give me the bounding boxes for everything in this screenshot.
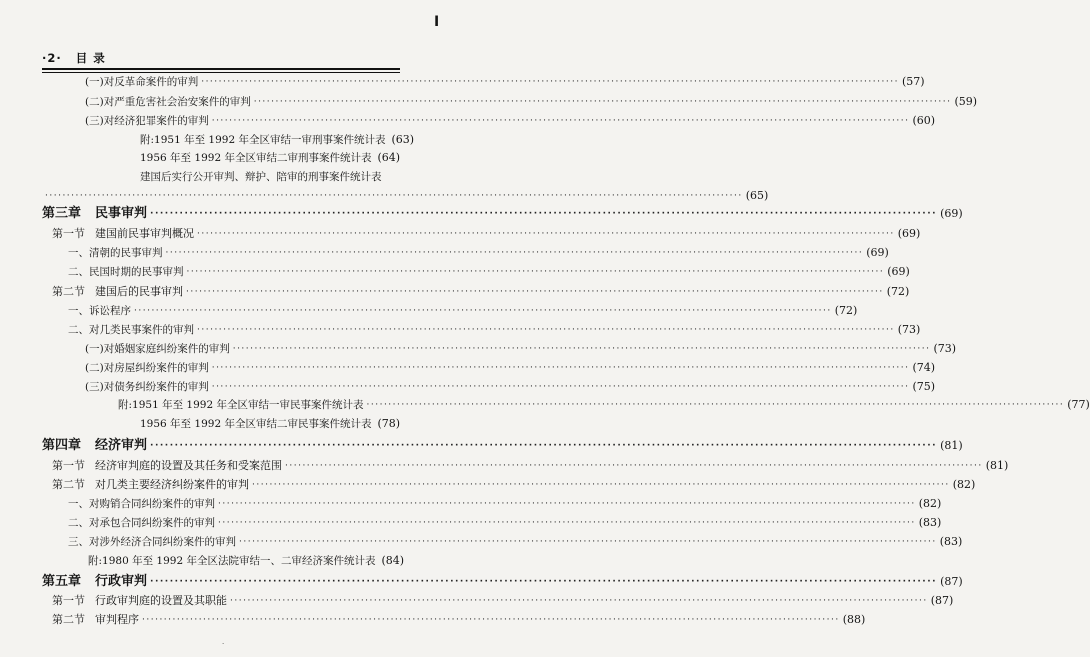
toc-text: 行政审判庭的设置及其职能 — [95, 594, 227, 607]
leader-dots: ································································································································································ — [45, 191, 743, 201]
toc-page-number: (78) — [377, 417, 401, 430]
toc-text: (二)对严重危害社会治安案件的审判 — [85, 96, 251, 108]
toc-page-number: (57) — [901, 75, 925, 88]
toc-title — [140, 414, 371, 434]
toc-number: 第一节 — [52, 594, 85, 607]
toc-number: 第三章 — [42, 206, 82, 221]
toc-text: 审判程序 — [95, 613, 139, 626]
toc-page-number: (69) — [897, 227, 921, 240]
toc-text: 三、对涉外经济合同纠纷案件的审判 — [68, 536, 236, 548]
toc-text: 一、清朝的民事审判 — [68, 247, 163, 259]
leader-dots: ································································································································································ — [211, 116, 910, 126]
leader-dots: ································································································································································ — [197, 229, 895, 239]
toc-title — [68, 494, 215, 514]
leader-dots: ································································································································································ — [150, 577, 938, 587]
toc-text: 一、诉讼程序 — [68, 305, 131, 317]
leader-dots: ································································································································································ — [197, 325, 895, 335]
toc-title — [68, 243, 163, 263]
toc-dots-row — [42, 186, 769, 206]
toc-title — [52, 475, 249, 495]
toc-title — [68, 532, 236, 552]
toc-title — [42, 572, 147, 592]
toc-text: 对几类主要经济纠纷案件的审判 — [95, 478, 249, 491]
toc-page-number: (83) — [918, 516, 942, 529]
toc-chapter-row — [42, 436, 963, 456]
toc-chapter-row — [42, 572, 963, 592]
leader-dots: ································································································································································ — [150, 209, 938, 219]
toc-title — [68, 320, 194, 340]
toc-title — [85, 92, 251, 112]
toc-title — [85, 111, 209, 131]
toc-appendix-row — [140, 167, 398, 187]
toc-text: 附:1980 年至 1992 年全区法院审结一、二审经济案件统计表 — [88, 555, 376, 567]
toc-title — [52, 591, 227, 611]
toc-sub-row — [88, 551, 405, 571]
toc-page-number: (83) — [939, 535, 963, 548]
toc-title — [140, 167, 382, 187]
toc-title — [68, 301, 131, 321]
toc-text: 二、对承包合同纠纷案件的审判 — [68, 517, 215, 529]
toc-title — [42, 436, 147, 456]
leader-dots: ································································································································································ — [366, 400, 1065, 410]
scan-speck: · — [222, 640, 225, 648]
toc-appendix-row — [118, 395, 1090, 415]
toc-page-number: (59) — [954, 95, 978, 108]
toc-page-number: (65) — [745, 189, 769, 202]
toc-section-row — [52, 224, 921, 244]
toc-number: 第二节 — [52, 613, 85, 626]
toc-appendix-row — [140, 148, 401, 168]
toc-item-row — [85, 358, 936, 378]
toc-number: 第二节 — [52, 285, 85, 298]
toc-page-number: (72) — [886, 285, 910, 298]
leader-dots: ································································································································································ — [239, 537, 937, 547]
toc-title — [85, 72, 198, 92]
toc-text: 一、对购销合同纠纷案件的审判 — [68, 498, 215, 510]
toc-title — [52, 282, 183, 302]
toc-page-number: (84) — [381, 554, 405, 567]
toc-text: 经济审判 — [95, 438, 148, 453]
toc-title — [68, 262, 184, 282]
toc-text: 经济审判庭的设置及其任务和受案范围 — [95, 459, 282, 472]
leader-dots: ································································································································································ — [211, 363, 910, 373]
leader-dots: ································································································································································ — [230, 596, 928, 606]
toc-page-number: (87) — [930, 594, 954, 607]
toc-page-number: (73) — [933, 342, 957, 355]
toc-title — [140, 148, 371, 168]
toc-text: 二、对几类民事案件的审判 — [68, 324, 194, 336]
toc-title — [140, 130, 386, 150]
toc-page-number: (72) — [834, 304, 858, 317]
toc-page-number: (77) — [1067, 398, 1090, 411]
toc-section-row — [52, 475, 976, 495]
toc-page-number: (82) — [952, 478, 976, 491]
toc-sub-row — [68, 532, 963, 552]
toc-title — [118, 395, 364, 415]
toc-page-number: (69) — [940, 207, 963, 220]
toc-text: 建国后的民事审判 — [95, 285, 183, 298]
toc-number: 第一节 — [52, 227, 85, 240]
leader-dots: ································································································································································ — [211, 382, 910, 392]
toc-item-row — [85, 92, 978, 112]
toc-title — [68, 513, 215, 533]
toc-page-number: (81) — [985, 459, 1009, 472]
toc-title — [85, 358, 209, 378]
leader-dots: ································································································································································ — [201, 77, 899, 87]
leader-dots: ································································································································································ — [165, 248, 864, 258]
toc-item-row — [85, 111, 936, 131]
toc-page-number: (82) — [918, 497, 942, 510]
leader-dots: ································································································································································ — [186, 267, 885, 277]
toc-page-number: (60) — [912, 114, 936, 127]
toc-text: 行政审判 — [95, 574, 148, 589]
page-number: ·2· — [42, 51, 62, 65]
toc-number: 第五章 — [42, 574, 82, 589]
toc-section-row — [52, 591, 954, 611]
toc-page-number: (64) — [377, 151, 401, 164]
toc-number: 第二节 — [52, 478, 85, 491]
running-title: 目 录 — [75, 51, 106, 65]
toc-item-row — [85, 377, 936, 397]
toc-page-number: (74) — [912, 361, 936, 374]
toc-text: (三)对经济犯罪案件的审判 — [85, 115, 209, 127]
leader-dots: ································································································································································ — [150, 441, 938, 451]
toc-item-row — [85, 339, 957, 359]
toc-title — [52, 224, 194, 244]
toc-number: 第一节 — [52, 459, 85, 472]
toc-sub-row — [68, 243, 889, 263]
toc-title — [52, 456, 282, 476]
toc-text: 建国后实行公开审判、辩护、陪审的刑事案件统计表 — [140, 171, 382, 183]
toc-sub-row — [68, 301, 858, 321]
toc-title — [85, 339, 230, 359]
leader-dots: ································································································································································ — [186, 287, 884, 297]
toc-section-row — [52, 282, 910, 302]
toc-text: (二)对房屋纠纷案件的审判 — [85, 362, 209, 374]
toc-number: 第四章 — [42, 438, 82, 453]
toc-page-number: (87) — [940, 575, 963, 588]
toc-sub-row — [68, 262, 910, 282]
toc-title — [52, 610, 139, 630]
toc-chapter-row — [42, 204, 963, 224]
leader-dots: ································································································································································ — [218, 499, 916, 509]
toc-text: (一)对反革命案件的审判 — [85, 76, 199, 88]
toc-text: (一)对婚姻家庭纠纷案件的审判 — [85, 343, 230, 355]
leader-dots: ································································································································································ — [232, 344, 931, 354]
toc-text: 1956 年至 1992 年全区审结二审民事案件统计表 — [140, 418, 372, 430]
toc-title — [42, 204, 147, 224]
toc-appendix-row — [140, 130, 415, 150]
toc-text: (三)对债务纠纷案件的审判 — [85, 381, 209, 393]
leader-dots: ································································································································································ — [253, 97, 952, 107]
toc-appendix-row — [140, 414, 401, 434]
leader-dots: ································································································································································ — [218, 518, 916, 528]
toc-page-number: (81) — [940, 439, 963, 452]
toc-page-number: (88) — [842, 613, 866, 626]
toc-text: 二、民国时期的民事审判 — [68, 266, 184, 278]
toc-page-number: (69) — [866, 246, 889, 259]
leader-dots: ································································································································································ — [134, 306, 832, 316]
toc-page-number: (75) — [912, 380, 936, 393]
toc-sub-row — [68, 320, 921, 340]
toc-page-number: (73) — [897, 323, 921, 336]
toc-text: 1956 年至 1992 年全区审结二审刑事案件统计表 — [140, 152, 372, 164]
toc-title — [88, 551, 376, 571]
toc-text: 附:1951 年至 1992 年全区审结一审民事案件统计表 — [118, 399, 364, 411]
toc-section-row — [52, 456, 1009, 476]
leader-dots: ································································································································································ — [252, 480, 950, 490]
toc-item-row — [85, 72, 925, 92]
toc-text: 附:1951 年至 1992 年全区审结一审刑事案件统计表 — [140, 134, 386, 146]
leader-dots: ································································································································································ — [285, 461, 983, 471]
leader-dots: ································································································································································ — [142, 615, 840, 625]
corner-mark: I — [434, 14, 440, 30]
toc-title — [85, 377, 209, 397]
toc-section-row — [52, 610, 866, 630]
toc-sub-row — [68, 494, 942, 514]
toc-page-number: (63) — [391, 133, 415, 146]
toc-sub-row — [68, 513, 942, 533]
toc-text: 建国前民事审判概况 — [95, 227, 194, 240]
toc-page-number: (69) — [887, 265, 910, 278]
toc-text: 民事审判 — [95, 206, 148, 221]
